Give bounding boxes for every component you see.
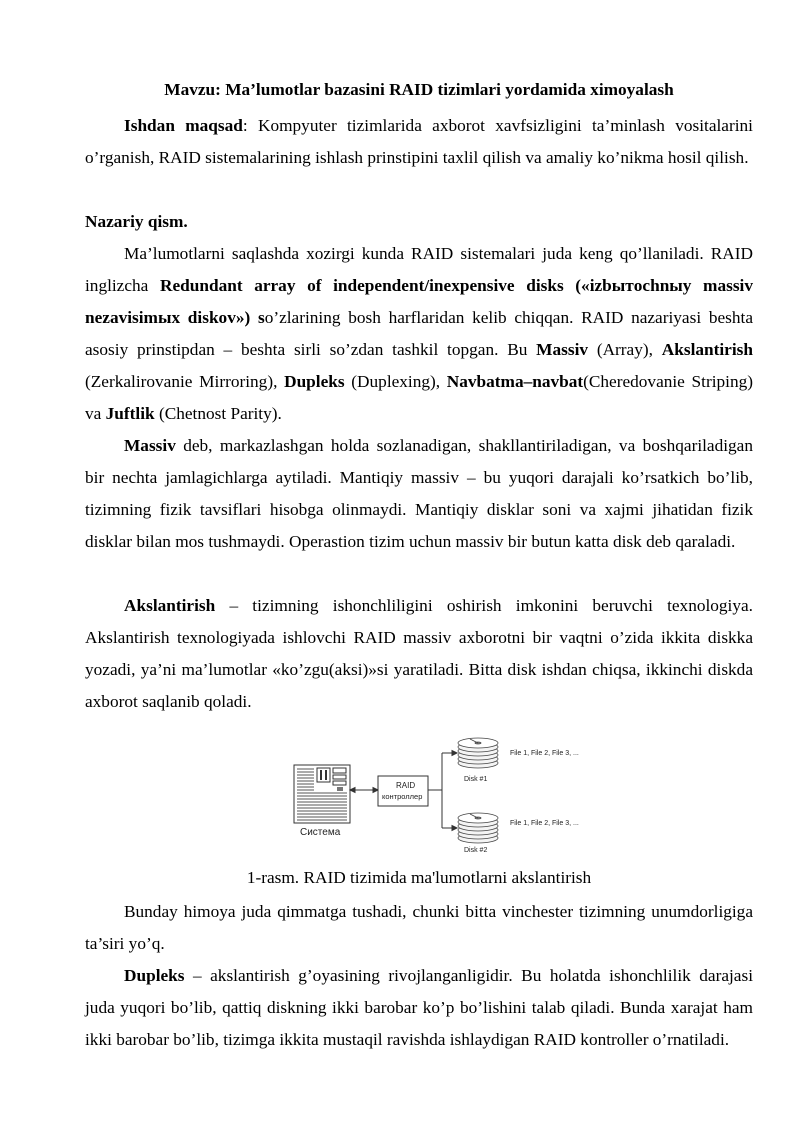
bold-run: Akslantirish [661,340,753,359]
paragraph-raid-intro [85,238,753,430]
bold-run: Massiv [124,436,176,455]
text-run: (Duplexing), [344,372,447,391]
paragraph-akslantirish-text [85,590,753,718]
goal-colon: : [242,116,248,135]
disk-2-files: File 1, File 2, File 3, ... [510,820,579,827]
text-run: o’zlarining bosh harflaridan kelib chiqqan. RAID nazariyasi beshta asosiy prinstipdan – beshta sirli so’zdan tashkil topgan. Bu [85,308,753,359]
paragraph-dupleks [85,960,753,1056]
system-computer-icon [294,765,350,823]
disk-1-icon [458,738,498,768]
goal-paragraph [85,110,753,174]
bold-run: Navbatma–navbat [446,372,584,391]
bold-run: Juftlik [105,404,155,423]
paragraph-dupleks-text [85,960,753,1056]
bold-run: Massiv [536,340,589,359]
text-run: (Chetnost Parity). [154,404,282,423]
paragraph-cost [85,896,753,960]
controller-disk-connectors [428,751,457,831]
text-run: deb, markazlashgan holda sozlanadigan, shakllantiriladigan, va boshqariladigan bir nechta jamlagichlarga aytiladi. Mantiqiy massiv – bu yuqori darajali ko’rsatkich bo’lib, tizimning fizik tavsiflari hisobga olinmaydi. Mantiqiy disklar soni va xajmi jihatidan fizik disklar bilan mos tushmaydi. Operastion tizim uchun massiv bir butun katta disk deb qaraladi. [85,436,753,551]
raid-controller-label-2: контроллер [382,792,423,801]
paragraph-raid-intro-text [85,238,753,430]
bold-run: Akslantirish [124,596,216,615]
bold-run: Dupleks [124,966,185,985]
system-label: Система [300,827,341,838]
disk-2-icon [458,813,498,843]
paragraph-massiv [85,430,753,558]
goal-text: Kompyuter tizimlarida axborot xavfsizligini ta’minlash vositalarini o’rganish, RAID sistemalarining ishlash prinstipini taxlil qilish va amaliy ko’nikma hosil qilish. [85,116,753,167]
goal-section [85,110,753,174]
text-run: – tizimning ishonchliligini oshirish imkonini beruvchi texnologiya. Akslantirish texnologiyada ishlovchi RAID massiv axborotni bir vaqtni o’zida ikkita diskka yozadi, ya’ni ma’lumotlar «ko’zgu(aksi)»si yaratiladi. Bitta disk ishdan chiqsa, ikkinchi diskda axborot saqlanib qoladi. [85,596,753,711]
goal-label: Ishdan maqsad [124,116,243,135]
text-run: (Cheredovanie Striping) va [85,372,753,423]
paragraph-massiv-text [85,430,753,558]
raid-controller-label-1: RAID [396,781,416,790]
paragraph-cost-text: Bunday himoya juda qimmatga tushadi, chunki bitta vinchester tizimning unumdorligiga ta’siri yo’q. [85,902,753,953]
text-run: – akslantirish g’oyasining rivojlanganligidir. Bu holatda ishonchlilik darajasi juda yuqori bo’lib, qattiq diskning ikki barobar ko’p bo’lishini talab qiladi. Bunda xarajat ham ikki barobar bo’lib, tizimga ikkita mustaqil ravishda ishlaydigan RAID kontroller o’rnatiladi. [85,966,753,1049]
system-controller-connector [350,788,378,793]
text-run: (Array), [588,340,662,359]
bold-run: Dupleks [284,372,345,391]
bold-run: Redundant array of independent/inexpensive disks («izbытochnыy massiv nezavisimых diskov») s [85,276,753,327]
disk-1-files: File 1, File 2, File 3, ... [510,750,579,757]
disk-2-label: Disk #2 [464,847,488,854]
page-title: Mavzu: Ma’lumotlar bazasini RAID tizimlari yordamida ximoyalash [164,80,674,99]
disk-1-label: Disk #1 [464,776,488,783]
theory-heading-text: Nazariy qism. [85,212,188,231]
theory-heading [85,206,753,238]
raid-mirroring-diagram [290,733,610,858]
figure-caption: 1-rasm. RAID tizimida ma'lumotlarni akslantirish [246,868,592,887]
paragraph-akslantirish [85,590,753,718]
text-run: Ma’lumotlarni saqlashda xozirgi kunda RAID sistemalari juda keng qo’llaniladi. RAID inglizcha [85,244,753,295]
text-run: (Zerkalirovanie Mirroring), [85,372,285,391]
